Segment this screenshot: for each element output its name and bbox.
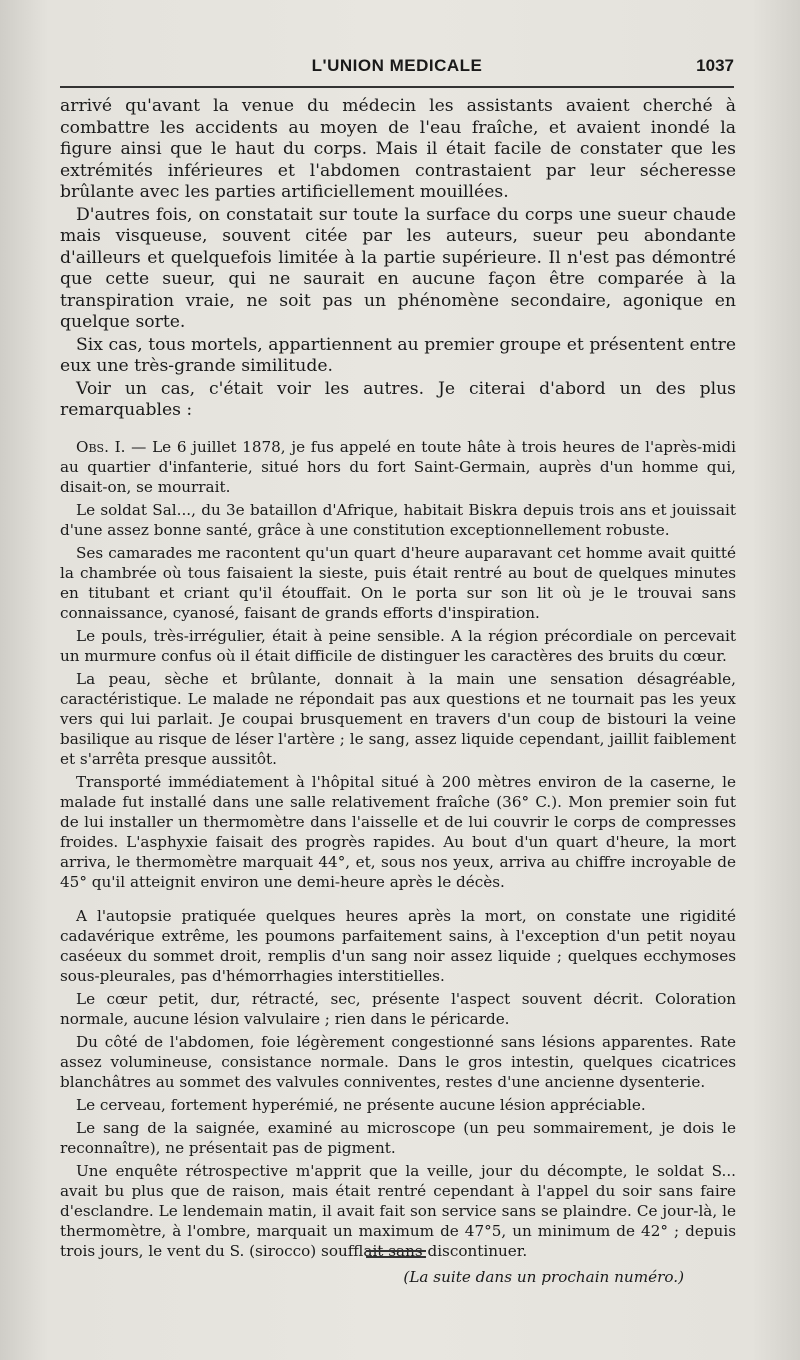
observation-intro [60,437,736,497]
article-body [60,96,736,1287]
paragraph: Transporté immédiatement à l'hôpital situé à 200 mètres environ de la caserne, le malade fut installé dans une salle relativement fraîche (36° C.). Mon premier soin fut de lui installer un thermomètre dans l'aisselle et de lui couvrir le corps de compresses froides. L'asphyxie faisait des progrès rapides. Au bout d'un quart d'heure, la mort arriva, le thermomètre marquait 44°, et, sous nos yeux, arriva au chiffre incroyable de 45° qu'il atteignit environ une demi-heure après le décès. [60,772,736,891]
lead-section [60,96,736,422]
header-rule [60,86,734,88]
continued-note: (La suite dans un prochain numéro.) [403,1267,684,1286]
paragraph: arrivé qu'avant la venue du médecin les assistants avaient cherché à combattre les accidents au moyen de l'eau fraîche, et avaient inondé la figure ainsi que le haut du corps. Mais il était facile de constater que les extrémités inférieures et l'abdomen contrastaient par leur sécheresse brûlante avec les parties artificiellement mouillées. [60,96,736,202]
paragraph: Le cœur petit, dur, rétracté, sec, présente l'aspect souvent décrit. Coloration normale, aucune lésion valvulaire ; rien dans le péricarde. [60,989,736,1028]
page-number: 1037 [696,56,734,75]
paragraph: Voir un cas, c'était voir les autres. Je citerai d'abord un des plus remarquables : [60,378,736,420]
paragraph: Le soldat Sal..., du 3e bataillon d'Afrique, habitait Biskra depuis trois ans et jouissait d'une assez bonne santé, grâce à une constitution exceptionnellement robuste. [60,500,736,539]
page-header [60,56,734,84]
paragraph: Une enquête rétrospective m'apprit que la veille, jour du décompte, le soldat S... avait bu plus que de raison, mais était rentré cependant à l'appel du soir sans faire d'esclandre. Le lendemain matin, il avait fait son service sans se plaindre. Ce jour-là, le thermomètre, à l'ombre, marquait un maximum de 47°5, un minimum de 42° ; depuis trois jours, le vent du S. (sirocco) soufflait sans discontinuer. [60,1161,736,1260]
observation-section [60,437,736,1261]
end-rule [366,1250,426,1258]
paragraph: Du côté de l'abdomen, foie légèrement congestionné sans lésions apparentes. Rate assez volumineuse, consistance normale. Dans le gros intestin, quelques cicatrices blanchâtres au sommet des valvules conniventes, restes d'une ancienne dysenterie. [60,1032,736,1091]
paragraph: Le cerveau, fortement hyperémié, ne présente aucune lésion appréciable. [76,1095,646,1114]
paragraph: Le sang de la saignée, examiné au microscope (un peu sommairement, je dois le reconnaître), ne présentait pas de pigment. [60,1118,736,1157]
paragraph: D'autres fois, on constatait sur toute la surface du corps une sueur chaude mais visqueuse, souvent citée par les auteurs, sueur peu abondante d'ailleurs et quelquefois limitée à la partie supérieure. Il n'est pas démontré que cette sueur, qui ne saurait en aucune façon être comparée à la transpiration vraie, ne soit pas un phénomène secondaire, agonique en quelque sorte. [60,204,736,332]
paragraph: Ses camarades me racontent qu'un quart d'heure auparavant cet homme avait quitté la chambrée où tous faisaient la sieste, puis était rentré au bout de quelques minutes en titubant et criant qu'il étouffait. On le porta sur son lit où je le trouvai sans connaissance, cyanosé, faisant de grands efforts d'inspiration. [60,543,736,622]
paragraph: La peau, sèche et brûlante, donnait à la main une sensation désagréable, caractéristique. Le malade ne répondait pas aux questions et ne tournait pas les yeux vers qui lui parlait. Je coupai brusquement en travers d'un coup de bistouri la veine basilique au risque de léser l'artère ; le sang, assez liquide cependant, jaillit faiblement et s'arrêta presque aussitôt. [60,669,736,768]
running-title: L'UNION MEDICALE [311,56,483,75]
paragraph: Le pouls, très-irrégulier, était à peine sensible. A la région précordiale on percevait un murmure confus où il était difficile de distinguer les caractères des bruits du cœur. [60,626,736,665]
observation-intro-text: — Le 6 juillet 1878, je fus appelé en toute hâte à trois heures de l'après-midi au quartier d'infanterie, situé hors du fort Saint-Germain, auprès d'un homme qui, disait-on, se mourrait. [60,437,736,496]
observation-label: Obs. I. [76,437,126,456]
paragraph: Six cas, tous mortels, appartiennent au premier groupe et présentent entre eux une très-grande similitude. [60,334,736,376]
paragraph: A l'autopsie pratiquée quelques heures après la mort, on constate une rigidité cadavérique extrême, les poumons parfaitement sains, à l'exception d'un petit noyau caséeux du sommet droit, remplis d'un sang noir assez liquide ; quelques ecchymoses sous-pleurales, pas d'hémorrhagies interstitielles. [60,906,736,985]
